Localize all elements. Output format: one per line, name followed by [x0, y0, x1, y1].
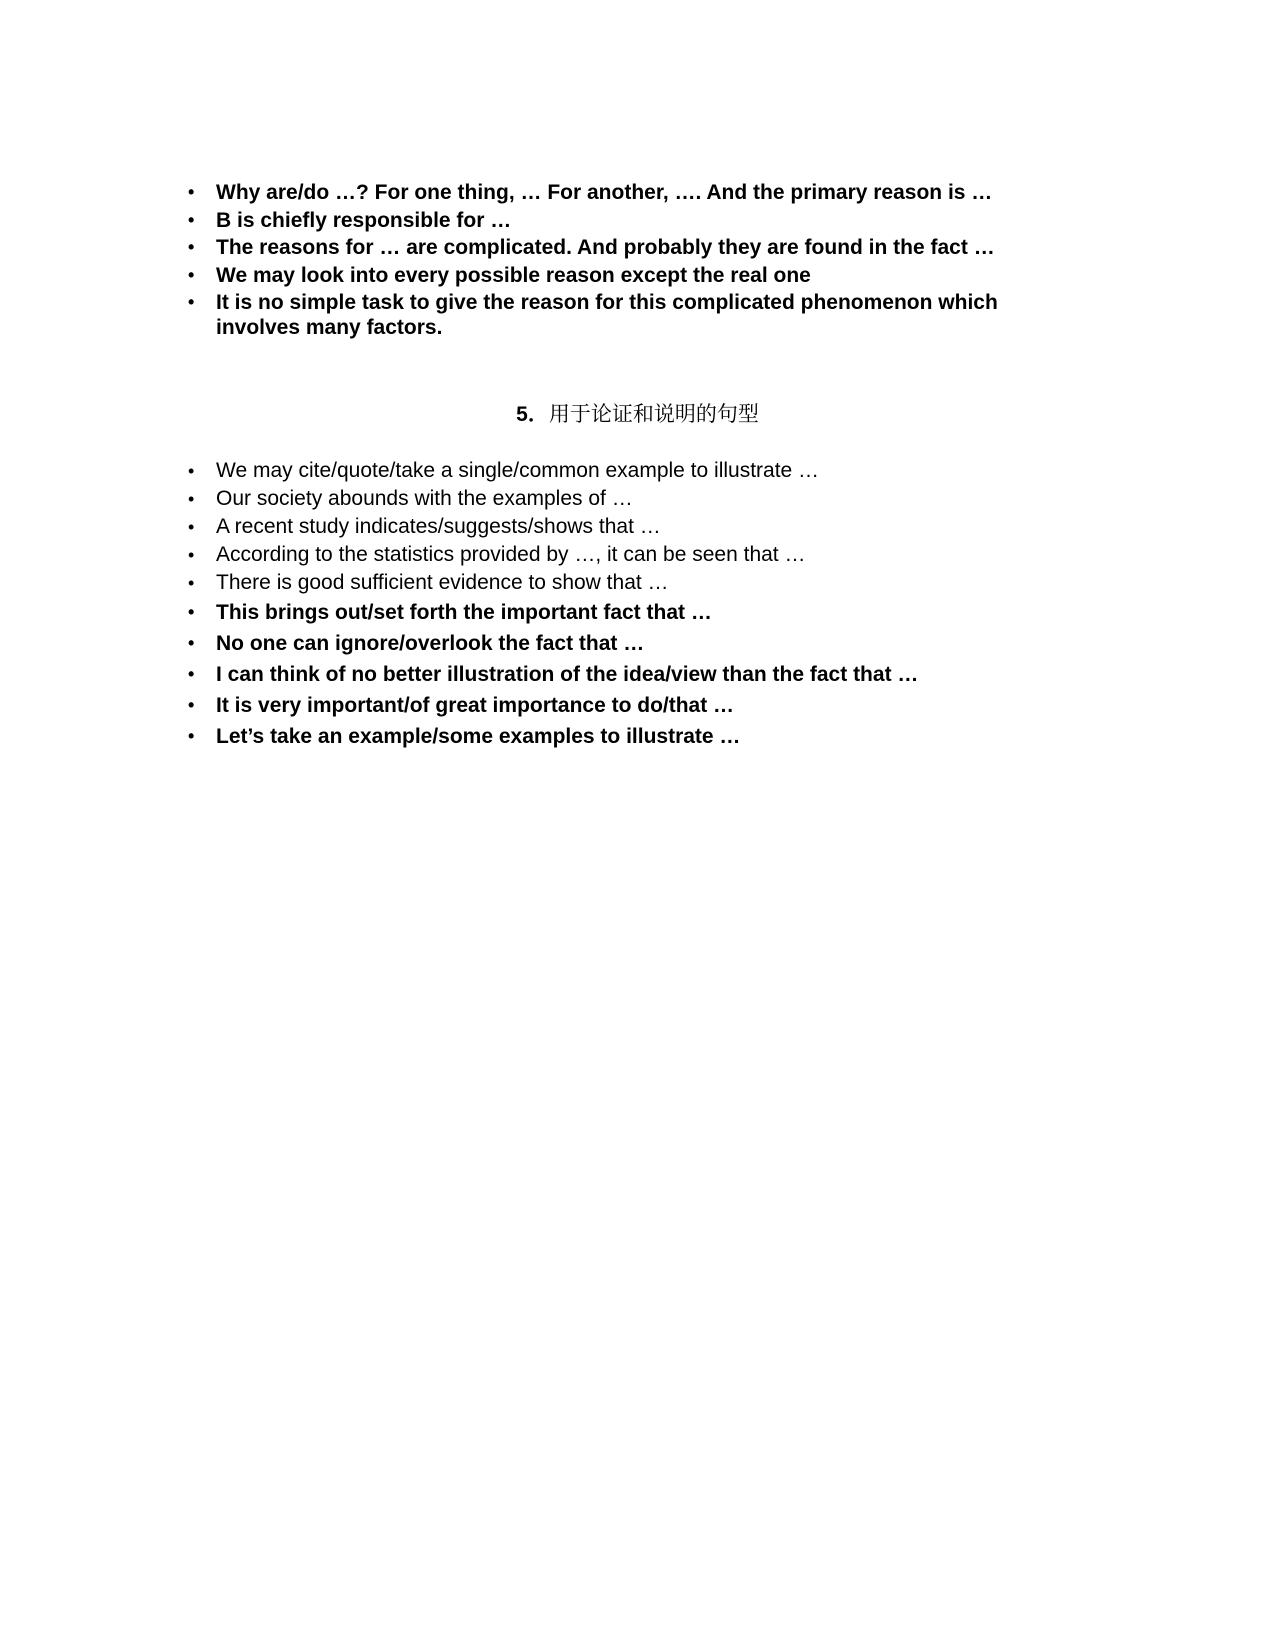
list-item-text: We may look into every possible reason except the real one [216, 263, 811, 287]
list-item [188, 263, 1048, 288]
list-item-text: Let’s take an example/some examples to illustrate … [216, 725, 741, 748]
list-item-text: There is good sufficient evidence to show that … [216, 571, 669, 594]
bullet-icon: • [188, 664, 195, 684]
list-item [188, 690, 1048, 721]
list-item [188, 597, 1048, 628]
section-title: 用于论证和说明的句型 [548, 402, 759, 426]
list-item [188, 628, 1048, 659]
bullet-icon: • [188, 209, 195, 230]
list-item [188, 721, 1048, 752]
list-item [188, 569, 1048, 597]
list-item-text: B is chiefly responsible for … [216, 208, 512, 232]
list-item-text: I can think of no better illustration of the idea/view than the fact that … [216, 663, 919, 686]
list-item [188, 659, 1048, 690]
bullet-icon: • [188, 726, 195, 746]
argument-phrase-list [188, 457, 1048, 752]
list-item [188, 235, 1048, 260]
bullet-icon: • [188, 461, 195, 481]
bullet-icon: • [188, 517, 195, 537]
list-item-text: The reasons for … are complicated. And probably they are found in the fact … [216, 236, 995, 259]
list-item [188, 457, 1048, 485]
bullet-icon: • [188, 573, 195, 593]
list-item [188, 513, 1048, 541]
bullet-icon: • [188, 545, 195, 565]
bullet-icon: • [188, 489, 195, 509]
list-item-text: According to the statistics provided by …, it can be seen that … [216, 543, 806, 566]
bullet-icon: • [188, 182, 195, 202]
section-heading [0, 398, 1275, 428]
bullet-icon: • [188, 633, 195, 653]
list-item-text: No one can ignore/overlook the fact that … [216, 632, 645, 655]
bullet-icon: • [188, 292, 195, 312]
list-item-text: We may cite/quote/take a single/common example to illustrate … [216, 459, 820, 482]
bullet-icon: • [188, 602, 195, 622]
list-item [188, 180, 1048, 205]
list-item [188, 290, 1048, 340]
list-item [188, 541, 1048, 569]
bullet-icon: • [188, 695, 195, 715]
list-item [188, 208, 1048, 233]
list-item-text: This brings out/set forth the important fact that … [216, 601, 712, 624]
bullet-icon: • [188, 237, 195, 257]
list-item-text: Why are/do …? For one thing, … For another, …. And the primary reason is … [216, 181, 993, 204]
list-item-text: It is no simple task to give the reason for this complicated phenomenon which involves many factors. [216, 291, 998, 339]
reasons-phrase-list [188, 180, 1048, 343]
bullet-icon: • [188, 264, 195, 285]
list-item-text: A recent study indicates/suggests/shows that … [216, 515, 661, 538]
list-item [188, 485, 1048, 513]
section-number: 5． [516, 403, 549, 426]
list-item-text: Our society abounds with the examples of … [216, 487, 633, 510]
list-item-text: It is very important/of great importance to do/that … [216, 694, 735, 717]
